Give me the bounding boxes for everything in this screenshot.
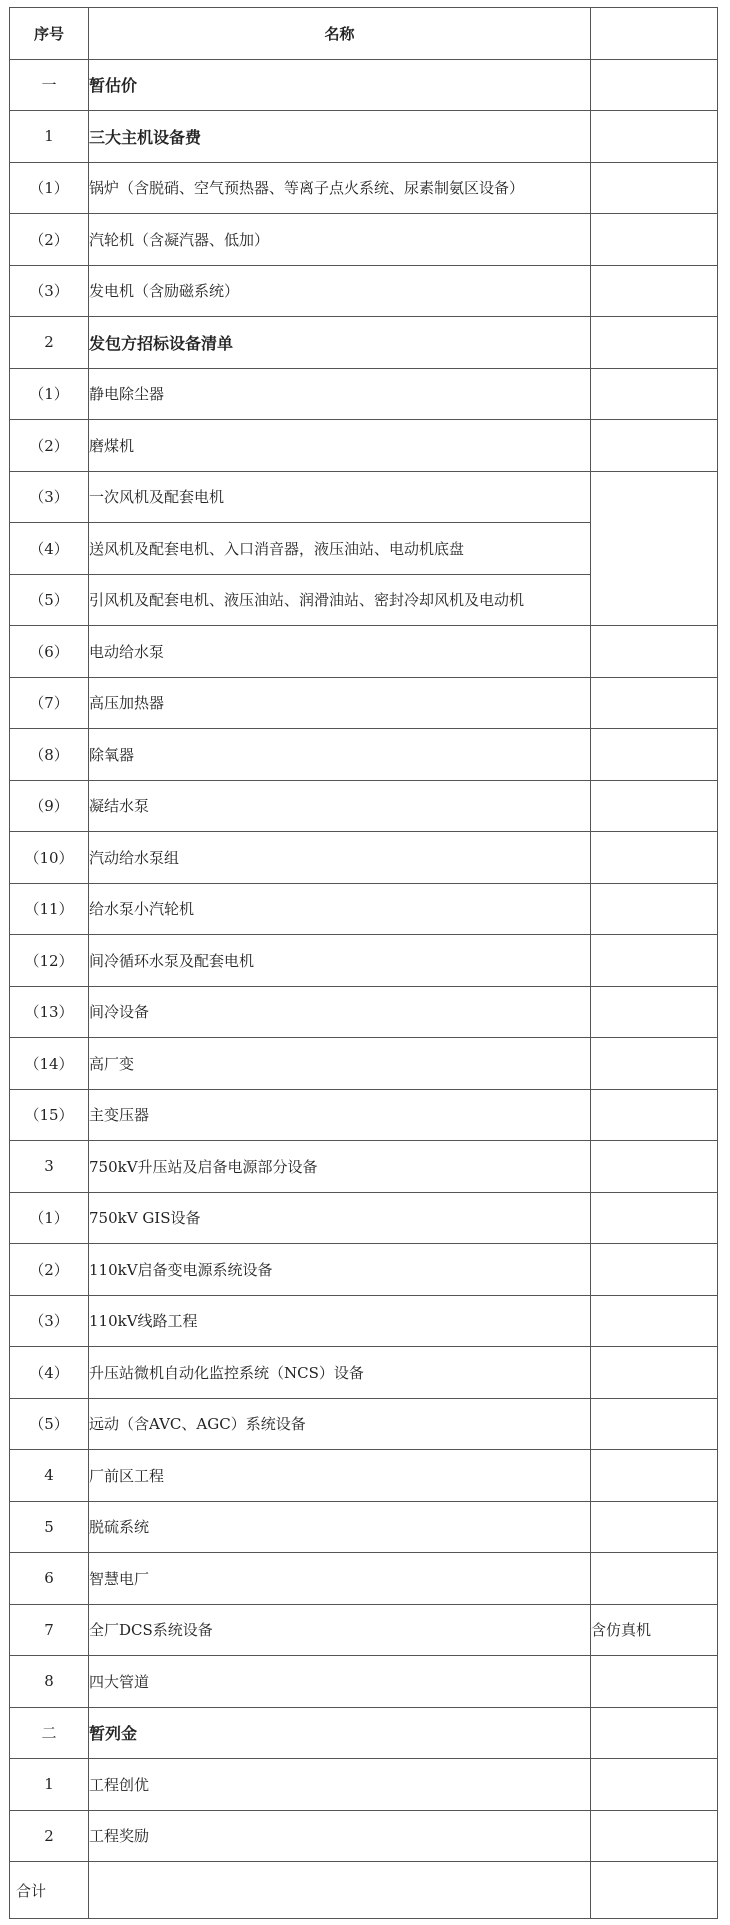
row-name: 电动给水泵 — [89, 626, 591, 678]
row-number: （9） — [10, 780, 89, 832]
row-number: 5 — [10, 1501, 89, 1553]
row-number: 2 — [10, 1810, 89, 1862]
table-row — [10, 1398, 718, 1450]
table-row — [10, 111, 718, 163]
table-row — [10, 1810, 718, 1862]
row-note — [591, 1038, 718, 1090]
table-row — [10, 935, 718, 987]
row-note — [591, 780, 718, 832]
row-name: 升压站微机自动化监控系统（NCS）设备 — [89, 1347, 591, 1399]
table-row — [10, 677, 718, 729]
table-row — [10, 729, 718, 781]
table-row — [10, 626, 718, 678]
total-note — [591, 1862, 718, 1919]
table-row — [10, 317, 718, 369]
row-note — [591, 1810, 718, 1862]
row-name: 发电机（含励磁系统） — [89, 265, 591, 317]
table-row — [10, 1089, 718, 1141]
row-note: 含仿真机 — [591, 1604, 718, 1656]
row-note-merged — [591, 471, 718, 626]
row-name: 汽动给水泵组 — [89, 832, 591, 884]
table-row — [10, 832, 718, 884]
row-number: （2） — [10, 214, 89, 266]
row-note — [591, 59, 718, 111]
row-number: （2） — [10, 1244, 89, 1296]
table-row — [10, 420, 718, 472]
row-name: 凝结水泵 — [89, 780, 591, 832]
table-row — [10, 214, 718, 266]
row-number: （13） — [10, 986, 89, 1038]
row-note — [591, 1707, 718, 1759]
row-number: （3） — [10, 265, 89, 317]
row-name: 引风机及配套电机、液压油站、润滑油站、密封冷却风机及电动机 — [89, 574, 591, 626]
row-name: 锅炉（含脱硝、空气预热器、等离子点火系统、尿素制氨区设备） — [89, 162, 591, 214]
row-number: （4） — [10, 523, 89, 575]
row-name: 远动（含AVC、AGC）系统设备 — [89, 1398, 591, 1450]
row-name: 汽轮机（含凝汽器、低加） — [89, 214, 591, 266]
row-note — [591, 1553, 718, 1605]
row-note — [591, 832, 718, 884]
row-name: 主变压器 — [89, 1089, 591, 1141]
row-number: （3） — [10, 471, 89, 523]
row-name: 给水泵小汽轮机 — [89, 883, 591, 935]
table-row — [10, 1347, 718, 1399]
row-number: （10） — [10, 832, 89, 884]
table-row — [10, 471, 718, 523]
row-number: （1） — [10, 1192, 89, 1244]
row-number: （1） — [10, 368, 89, 420]
row-note — [591, 1192, 718, 1244]
row-name: 110kV启备变电源系统设备 — [89, 1244, 591, 1296]
row-note — [591, 368, 718, 420]
row-note — [591, 1501, 718, 1553]
row-name: 四大管道 — [89, 1656, 591, 1708]
table-row — [10, 162, 718, 214]
table-row — [10, 1450, 718, 1502]
row-note — [591, 265, 718, 317]
row-name: 磨煤机 — [89, 420, 591, 472]
row-name: 750kV GIS设备 — [89, 1192, 591, 1244]
row-name: 静电除尘器 — [89, 368, 591, 420]
row-name: 发包方招标设备清单 — [89, 317, 591, 369]
row-note — [591, 420, 718, 472]
table-row — [10, 1656, 718, 1708]
total-name — [89, 1862, 591, 1919]
row-name: 间冷循环水泵及配套电机 — [89, 935, 591, 987]
row-note — [591, 1244, 718, 1296]
row-note — [591, 677, 718, 729]
row-note — [591, 729, 718, 781]
row-note — [591, 986, 718, 1038]
row-name: 暂估价 — [89, 59, 591, 111]
row-name: 高厂变 — [89, 1038, 591, 1090]
row-note — [591, 626, 718, 678]
row-number: （12） — [10, 935, 89, 987]
row-name: 750kV升压站及启备电源部分设备 — [89, 1141, 591, 1193]
row-name: 110kV线路工程 — [89, 1295, 591, 1347]
header-name: 名称 — [89, 8, 591, 60]
row-note — [591, 1398, 718, 1450]
row-note — [591, 214, 718, 266]
row-number: 1 — [10, 111, 89, 163]
row-name: 工程奖励 — [89, 1810, 591, 1862]
table-row — [10, 1759, 718, 1811]
table-row — [10, 1604, 718, 1656]
row-number: 8 — [10, 1656, 89, 1708]
row-name: 厂前区工程 — [89, 1450, 591, 1502]
table-row — [10, 1553, 718, 1605]
row-number: （3） — [10, 1295, 89, 1347]
row-note — [591, 1759, 718, 1811]
table-row — [10, 1141, 718, 1193]
row-note — [591, 883, 718, 935]
equipment-price-table — [9, 7, 718, 1919]
row-number: 一 — [10, 59, 89, 111]
header-serial-number: 序号 — [10, 8, 89, 60]
row-number: （15） — [10, 1089, 89, 1141]
table-header-row — [10, 8, 718, 60]
table-row — [10, 1244, 718, 1296]
row-name: 智慧电厂 — [89, 1553, 591, 1605]
row-note — [591, 1295, 718, 1347]
row-number: 6 — [10, 1553, 89, 1605]
row-note — [591, 1089, 718, 1141]
row-name: 间冷设备 — [89, 986, 591, 1038]
table-row — [10, 1038, 718, 1090]
table-row — [10, 368, 718, 420]
row-note — [591, 1450, 718, 1502]
row-number: 4 — [10, 1450, 89, 1502]
total-label: 合计 — [10, 1862, 89, 1919]
row-note — [591, 1141, 718, 1193]
row-number: （4） — [10, 1347, 89, 1399]
row-number: （1） — [10, 162, 89, 214]
row-name: 暂列金 — [89, 1707, 591, 1759]
row-number: （2） — [10, 420, 89, 472]
row-number: （14） — [10, 1038, 89, 1090]
row-number: 二 — [10, 1707, 89, 1759]
row-number: 1 — [10, 1759, 89, 1811]
row-number: （7） — [10, 677, 89, 729]
row-name: 三大主机设备费 — [89, 111, 591, 163]
table-row — [10, 883, 718, 935]
row-name: 脱硫系统 — [89, 1501, 591, 1553]
row-number: 3 — [10, 1141, 89, 1193]
table-row — [10, 780, 718, 832]
row-name: 除氧器 — [89, 729, 591, 781]
row-name: 一次风机及配套电机 — [89, 471, 591, 523]
row-note — [591, 1347, 718, 1399]
table-row — [10, 1707, 718, 1759]
table-row — [10, 1295, 718, 1347]
row-note — [591, 111, 718, 163]
table-row — [10, 1192, 718, 1244]
row-note — [591, 317, 718, 369]
row-name: 送风机及配套电机、入口消音器，液压油站、电动机底盘 — [89, 523, 591, 575]
header-remarks — [591, 8, 718, 60]
table-row — [10, 265, 718, 317]
row-note — [591, 935, 718, 987]
row-number: （5） — [10, 574, 89, 626]
row-number: （8） — [10, 729, 89, 781]
row-number: （5） — [10, 1398, 89, 1450]
row-number: （11） — [10, 883, 89, 935]
table-row — [10, 986, 718, 1038]
row-note — [591, 162, 718, 214]
row-name: 高压加热器 — [89, 677, 591, 729]
row-name: 全厂DCS系统设备 — [89, 1604, 591, 1656]
table-row — [10, 1501, 718, 1553]
total-row — [10, 1862, 718, 1919]
row-number: 7 — [10, 1604, 89, 1656]
row-number: 2 — [10, 317, 89, 369]
table-row — [10, 59, 718, 111]
row-number: （6） — [10, 626, 89, 678]
row-note — [591, 1656, 718, 1708]
row-name: 工程创优 — [89, 1759, 591, 1811]
